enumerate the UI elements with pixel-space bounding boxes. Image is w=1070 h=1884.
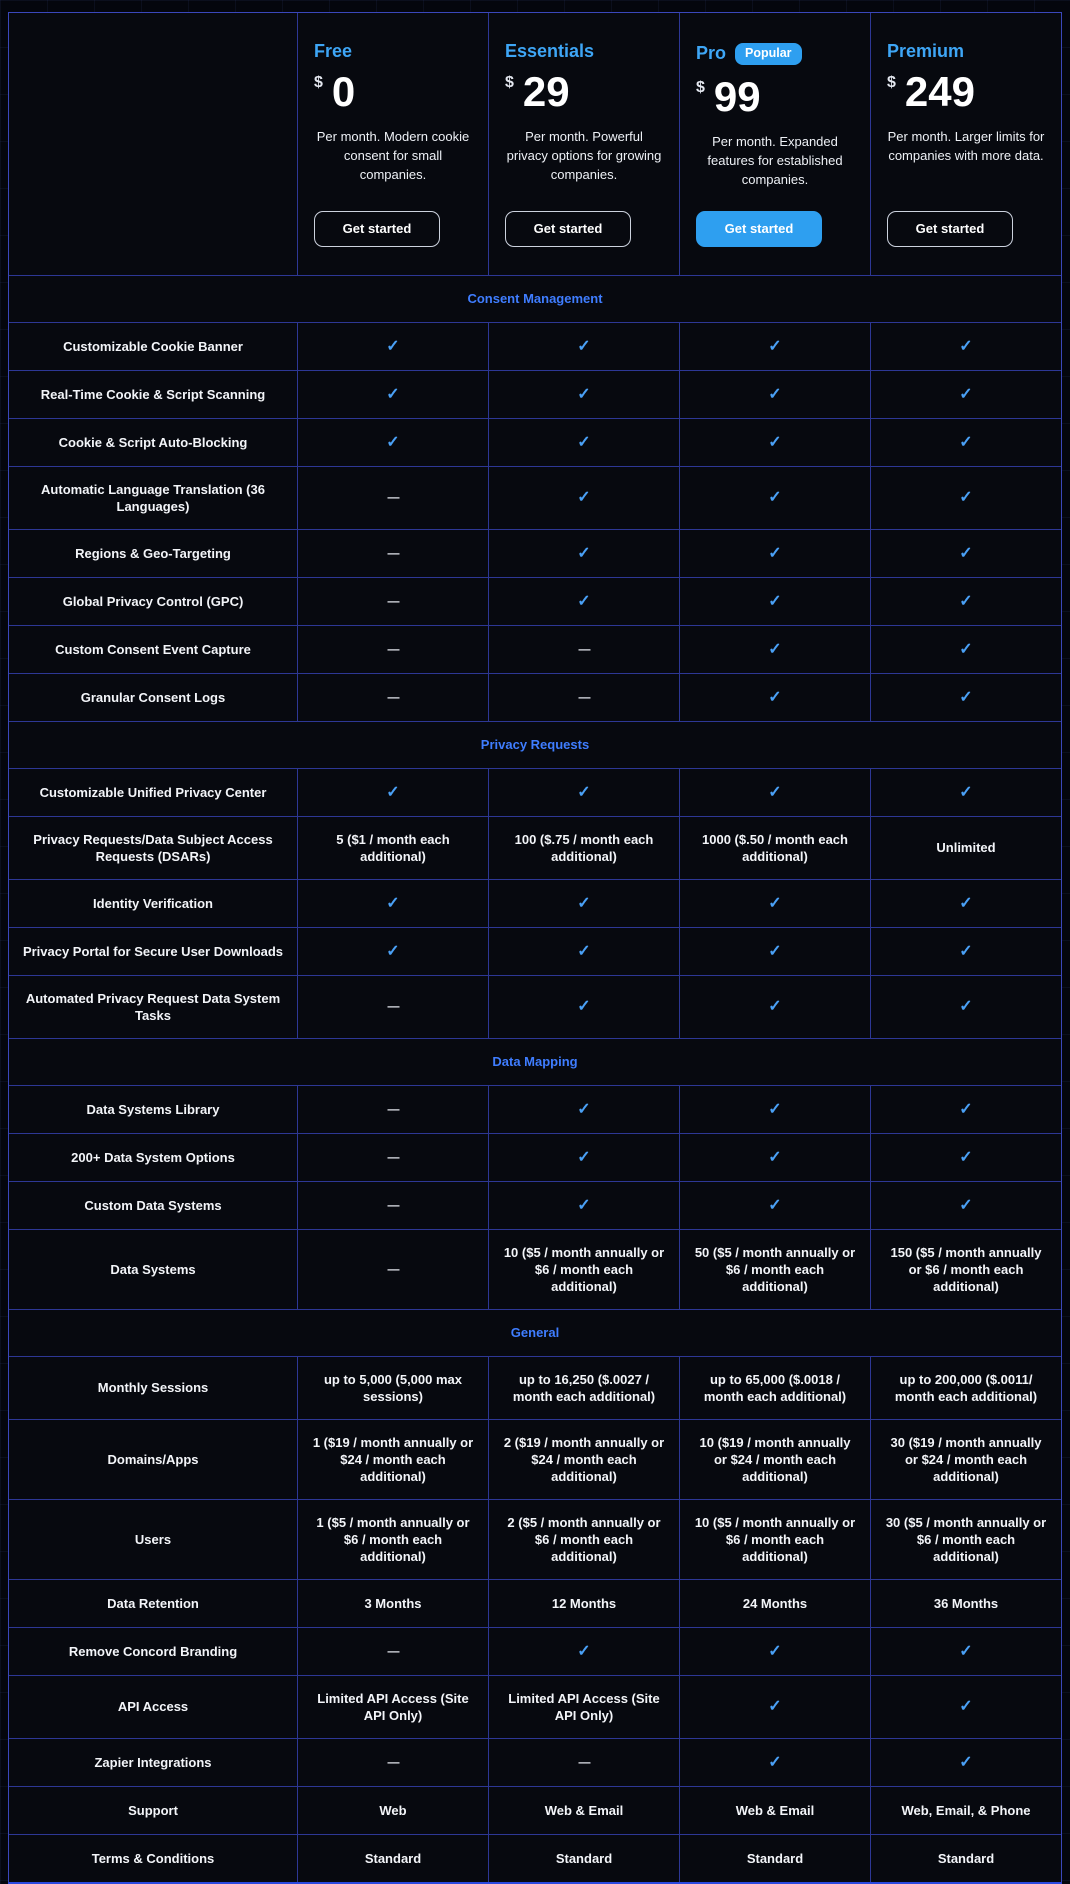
- feature-cell: [488, 467, 679, 529]
- check-icon: ✓: [959, 592, 973, 610]
- feature-value: 1000 ($.50 / month each additional): [679, 817, 870, 879]
- feature-cell: [297, 1739, 488, 1786]
- check-icon: ✓: [386, 783, 400, 801]
- plan-description: Per month. Modern cookie consent for small companies.: [316, 129, 470, 182]
- feature-value: 150 ($5 / month annually or $6 / month each additional): [870, 1230, 1061, 1309]
- feature-label: Data Systems Library: [86, 1101, 220, 1117]
- feature-row: [9, 1085, 1061, 1133]
- feature-label: Privacy Portal for Secure User Downloads: [22, 943, 284, 959]
- plan-name: Free: [314, 41, 353, 61]
- feature-label: Zapier Integrations: [94, 1754, 212, 1770]
- check-icon: ✓: [768, 1196, 782, 1214]
- section-header-row: [9, 1309, 1061, 1356]
- feature-value: Unlimited: [870, 817, 1061, 879]
- feature-cell: [488, 419, 679, 466]
- check-icon: ✓: [768, 544, 782, 562]
- check-icon: ✓: [959, 337, 973, 355]
- feature-row: [9, 1133, 1061, 1181]
- check-icon: ✓: [577, 489, 591, 507]
- dash-icon: —: [578, 689, 590, 704]
- check-icon: ✓: [577, 894, 591, 912]
- feature-cell: [488, 880, 679, 927]
- plan-price-row: [696, 72, 761, 120]
- feature-value: Web: [297, 1787, 488, 1834]
- check-icon: ✓: [386, 942, 400, 960]
- feature-value: 2 ($19 / month annually or $24 / month each additional): [488, 1420, 679, 1499]
- dash-icon: —: [387, 641, 399, 656]
- feature-cell: [870, 880, 1061, 927]
- feature-cell: [488, 530, 679, 577]
- check-icon: ✓: [768, 1100, 782, 1118]
- check-icon: ✓: [386, 433, 400, 451]
- feature-cell: [297, 1182, 488, 1229]
- section-header-row: [9, 721, 1061, 768]
- check-icon: ✓: [768, 489, 782, 507]
- feature-value: Standard: [488, 1835, 679, 1882]
- feature-cell: [297, 674, 488, 721]
- feature-cell: [297, 928, 488, 975]
- get-started-button[interactable]: Get started: [505, 211, 631, 247]
- feature-value: Web, Email, & Phone: [870, 1787, 1061, 1834]
- feature-value: 1 ($19 / month annually or $24 / month each additional): [297, 1420, 488, 1499]
- feature-value: Standard: [870, 1835, 1061, 1882]
- feature-cell: [488, 976, 679, 1038]
- check-icon: ✓: [768, 433, 782, 451]
- feature-row: [9, 768, 1061, 816]
- feature-label: Monthly Sessions: [97, 1380, 209, 1396]
- feature-row: [9, 577, 1061, 625]
- check-icon: ✓: [577, 1196, 591, 1214]
- feature-label: Automatic Language Translation (36 Languages): [41, 481, 265, 514]
- check-icon: ✓: [959, 433, 973, 451]
- check-icon: ✓: [768, 1753, 782, 1771]
- dash-icon: —: [387, 1197, 399, 1212]
- feature-cell: [679, 1739, 870, 1786]
- feature-label: Customizable Cookie Banner: [63, 338, 243, 354]
- dash-icon: —: [387, 545, 399, 560]
- dash-icon: —: [387, 1754, 399, 1769]
- check-icon: ✓: [959, 1753, 973, 1771]
- plan-card: [870, 13, 1061, 275]
- feature-cell: [488, 578, 679, 625]
- feature-row: [9, 625, 1061, 673]
- plan-title-row: [887, 43, 964, 60]
- currency-symbol: $: [314, 74, 323, 91]
- feature-cell: [870, 1086, 1061, 1133]
- section-title: Data Mapping: [492, 1054, 578, 1070]
- plan-title-row: [314, 43, 352, 60]
- get-started-button[interactable]: Get started: [696, 211, 822, 247]
- feature-cell: [488, 1086, 679, 1133]
- feature-cell: [297, 323, 488, 370]
- check-icon: ✓: [577, 385, 591, 403]
- feature-row: [9, 975, 1061, 1038]
- feature-value: Standard: [679, 1835, 870, 1882]
- check-icon: ✓: [959, 783, 973, 801]
- check-icon: ✓: [959, 1148, 973, 1166]
- feature-cell: [679, 1628, 870, 1675]
- header-spacer: [9, 13, 297, 275]
- feature-row: [9, 879, 1061, 927]
- check-icon: ✓: [577, 1148, 591, 1166]
- feature-cell: [679, 1182, 870, 1229]
- feature-value: 3 Months: [297, 1580, 488, 1627]
- feature-cell: [488, 928, 679, 975]
- feature-value: Standard: [297, 1835, 488, 1882]
- feature-cell: [488, 674, 679, 721]
- check-icon: ✓: [768, 337, 782, 355]
- check-icon: ✓: [768, 1642, 782, 1660]
- feature-label: Granular Consent Logs: [80, 689, 226, 705]
- check-icon: ✓: [768, 592, 782, 610]
- plan-price-row: [314, 70, 355, 114]
- feature-cell: [297, 1086, 488, 1133]
- check-icon: ✓: [768, 640, 782, 658]
- feature-cell: [488, 323, 679, 370]
- feature-label: Data Systems: [110, 1261, 196, 1277]
- check-icon: ✓: [959, 1642, 973, 1660]
- feature-cell: [870, 1676, 1061, 1738]
- check-icon: ✓: [577, 783, 591, 801]
- check-icon: ✓: [959, 640, 973, 658]
- feature-cell: [870, 419, 1061, 466]
- feature-cell: [870, 674, 1061, 721]
- check-icon: ✓: [577, 592, 591, 610]
- feature-cell: [870, 1739, 1061, 1786]
- feature-row: [9, 1181, 1061, 1229]
- feature-row: [9, 1229, 1061, 1309]
- feature-cell: [679, 976, 870, 1038]
- feature-cell: [488, 626, 679, 673]
- dash-icon: —: [387, 593, 399, 608]
- plan-header-row: [9, 13, 1061, 275]
- feature-cell: [870, 1628, 1061, 1675]
- feature-row: [9, 1499, 1061, 1579]
- feature-cell: [488, 1134, 679, 1181]
- feature-value: 36 Months: [870, 1580, 1061, 1627]
- check-icon: ✓: [959, 1100, 973, 1118]
- check-icon: ✓: [959, 489, 973, 507]
- plan-name: Pro: [696, 43, 727, 64]
- feature-label: Users: [134, 1531, 172, 1547]
- feature-value: 30 ($19 / month annually or $24 / month each additional): [870, 1420, 1061, 1499]
- plan-description: Per month. Powerful privacy options for growing companies.: [506, 129, 662, 182]
- plan-card: [679, 13, 870, 275]
- plan-price: 0: [331, 68, 356, 115]
- plan-name: Premium: [887, 41, 965, 61]
- feature-cell: [870, 928, 1061, 975]
- feature-cell: [679, 1676, 870, 1738]
- feature-cell: [679, 674, 870, 721]
- feature-row: [9, 1356, 1061, 1419]
- feature-row: [9, 322, 1061, 370]
- section-title: Privacy Requests: [480, 737, 590, 753]
- dash-icon: —: [387, 1149, 399, 1164]
- check-icon: ✓: [959, 998, 973, 1016]
- feature-value: Limited API Access (Site API Only): [488, 1676, 679, 1738]
- dash-icon: —: [387, 1643, 399, 1658]
- feature-value: Web & Email: [679, 1787, 870, 1834]
- feature-label: Domains/Apps: [107, 1451, 199, 1467]
- feature-label: API Access: [117, 1699, 189, 1715]
- feature-label: Customizable Unified Privacy Center: [39, 784, 267, 800]
- feature-row: [9, 1834, 1061, 1882]
- dash-icon: —: [387, 1261, 399, 1276]
- plan-price-row: [505, 70, 570, 114]
- feature-cell: [870, 467, 1061, 529]
- feature-label: Terms & Conditions: [91, 1850, 215, 1866]
- feature-row: [9, 927, 1061, 975]
- currency-symbol: $: [696, 78, 705, 96]
- check-icon: ✓: [768, 688, 782, 706]
- popular-badge: Popular: [735, 43, 802, 65]
- feature-cell: [679, 626, 870, 673]
- feature-label: Support: [128, 1802, 178, 1818]
- feature-label: Identity Verification: [93, 895, 213, 911]
- plan-price: 99: [713, 72, 761, 120]
- feature-value: up to 200,000 ($.0011/ month each additional): [870, 1357, 1061, 1419]
- feature-cell: [488, 1182, 679, 1229]
- currency-symbol: $: [505, 74, 514, 91]
- check-icon: ✓: [577, 433, 591, 451]
- feature-value: 12 Months: [488, 1580, 679, 1627]
- feature-label: Data Retention: [107, 1595, 199, 1611]
- feature-cell: [679, 880, 870, 927]
- feature-row: [9, 370, 1061, 418]
- pricing-table: [8, 12, 1062, 1884]
- feature-cell: [297, 467, 488, 529]
- check-icon: ✓: [577, 1100, 591, 1118]
- feature-cell: [297, 976, 488, 1038]
- check-icon: ✓: [959, 688, 973, 706]
- feature-cell: [870, 976, 1061, 1038]
- feature-cell: [297, 1134, 488, 1181]
- feature-label: 200+ Data System Options: [71, 1149, 235, 1165]
- feature-label: Custom Data Systems: [84, 1197, 222, 1213]
- feature-value: 5 ($1 / month each additional): [297, 817, 488, 879]
- feature-cell: [297, 371, 488, 418]
- feature-cell: [679, 371, 870, 418]
- feature-row: [9, 1627, 1061, 1675]
- feature-cell: [488, 769, 679, 816]
- check-icon: ✓: [959, 942, 973, 960]
- feature-row: [9, 1786, 1061, 1834]
- check-icon: ✓: [959, 894, 973, 912]
- feature-value: 50 ($5 / month annually or $6 / month each additional): [679, 1230, 870, 1309]
- check-icon: ✓: [768, 998, 782, 1016]
- feature-cell: [679, 1134, 870, 1181]
- feature-cell: [297, 626, 488, 673]
- plan-price: 249: [904, 68, 975, 115]
- feature-label: Cookie & Script Auto-Blocking: [58, 434, 248, 450]
- feature-label: Privacy Requests/Data Subject Access Requests (DSARs): [33, 831, 273, 864]
- check-icon: ✓: [577, 942, 591, 960]
- feature-value: 10 ($5 / month annually or $6 / month each additional): [488, 1230, 679, 1309]
- section-header-row: [9, 275, 1061, 322]
- feature-value: 10 ($5 / month annually or $6 / month each additional): [679, 1500, 870, 1579]
- dash-icon: —: [578, 641, 590, 656]
- plan-card: [488, 13, 679, 275]
- dash-icon: —: [387, 999, 399, 1014]
- check-icon: ✓: [768, 1698, 782, 1716]
- plan-price-row: [887, 70, 975, 114]
- dash-icon: —: [387, 490, 399, 505]
- feature-cell: [870, 578, 1061, 625]
- feature-value: 24 Months: [679, 1580, 870, 1627]
- feature-row: [9, 1738, 1061, 1786]
- plan-title-row: [505, 43, 594, 60]
- check-icon: ✓: [386, 385, 400, 403]
- check-icon: ✓: [577, 337, 591, 355]
- check-icon: ✓: [768, 385, 782, 403]
- check-icon: ✓: [768, 1148, 782, 1166]
- feature-cell: [297, 880, 488, 927]
- feature-cell: [870, 1134, 1061, 1181]
- feature-cell: [679, 578, 870, 625]
- section-title: General: [510, 1325, 560, 1341]
- check-icon: ✓: [768, 942, 782, 960]
- feature-cell: [679, 769, 870, 816]
- dash-icon: —: [387, 1101, 399, 1116]
- get-started-button[interactable]: Get started: [887, 211, 1013, 247]
- feature-label: Automated Privacy Request Data System Tasks: [25, 990, 281, 1023]
- feature-label: Custom Consent Event Capture: [55, 641, 251, 657]
- check-icon: ✓: [768, 894, 782, 912]
- feature-cell: [679, 419, 870, 466]
- feature-cell: [870, 1182, 1061, 1229]
- feature-row: [9, 1419, 1061, 1499]
- section-title: Consent Management: [467, 291, 603, 307]
- check-icon: ✓: [386, 894, 400, 912]
- feature-row: [9, 673, 1061, 721]
- feature-cell: [488, 371, 679, 418]
- feature-cell: [870, 323, 1061, 370]
- feature-row: [9, 1579, 1061, 1627]
- feature-cell: [297, 419, 488, 466]
- feature-cell: [297, 578, 488, 625]
- check-icon: ✓: [577, 998, 591, 1016]
- check-icon: ✓: [577, 1642, 591, 1660]
- plan-price: 29: [522, 68, 570, 115]
- check-icon: ✓: [959, 544, 973, 562]
- feature-value: 30 ($5 / month annually or $6 / month each additional): [870, 1500, 1061, 1579]
- feature-cell: [679, 323, 870, 370]
- feature-value: 2 ($5 / month annually or $6 / month each additional): [488, 1500, 679, 1579]
- check-icon: ✓: [386, 337, 400, 355]
- feature-cell: [297, 1230, 488, 1309]
- check-icon: ✓: [768, 783, 782, 801]
- dash-icon: —: [578, 1754, 590, 1769]
- feature-value: up to 5,000 (5,000 max sessions): [297, 1357, 488, 1419]
- check-icon: ✓: [577, 544, 591, 562]
- plan-title-row: [696, 43, 802, 65]
- feature-cell: [679, 928, 870, 975]
- feature-row: [9, 1675, 1061, 1738]
- feature-label: Global Privacy Control (GPC): [62, 593, 244, 609]
- feature-cell: [870, 530, 1061, 577]
- feature-value: 1 ($5 / month annually or $6 / month each additional): [297, 1500, 488, 1579]
- dash-icon: —: [387, 689, 399, 704]
- feature-value: up to 16,250 ($.0027 / month each additional): [488, 1357, 679, 1419]
- feature-cell: [870, 626, 1061, 673]
- feature-cell: [297, 1628, 488, 1675]
- feature-cell: [488, 1628, 679, 1675]
- feature-cell: [679, 530, 870, 577]
- feature-cell: [297, 530, 488, 577]
- feature-cell: [679, 1086, 870, 1133]
- feature-row: [9, 529, 1061, 577]
- feature-cell: [488, 1739, 679, 1786]
- feature-row: [9, 418, 1061, 466]
- feature-label: Regions & Geo-Targeting: [75, 545, 231, 561]
- feature-value: Limited API Access (Site API Only): [297, 1676, 488, 1738]
- feature-cell: [870, 769, 1061, 816]
- feature-value: Web & Email: [488, 1787, 679, 1834]
- feature-label: Remove Concord Branding: [68, 1643, 238, 1659]
- get-started-button[interactable]: Get started: [314, 211, 440, 247]
- feature-value: up to 65,000 ($.0018 / month each additional): [679, 1357, 870, 1419]
- feature-value: 100 ($.75 / month each additional): [488, 817, 679, 879]
- plan-name: Essentials: [505, 41, 595, 61]
- feature-row: [9, 466, 1061, 529]
- feature-row: [9, 816, 1061, 879]
- feature-label: Real-Time Cookie & Script Scanning: [40, 386, 266, 402]
- plan-description: Per month. Expanded features for established companies.: [707, 133, 843, 187]
- feature-cell: [870, 371, 1061, 418]
- plan-card: [297, 13, 488, 275]
- feature-cell: [297, 769, 488, 816]
- check-icon: ✓: [959, 1196, 973, 1214]
- feature-value: 10 ($19 / month annually or $24 / month each additional): [679, 1420, 870, 1499]
- check-icon: ✓: [959, 1698, 973, 1716]
- section-header-row: [9, 1038, 1061, 1085]
- currency-symbol: $: [887, 74, 896, 91]
- feature-cell: [679, 467, 870, 529]
- check-icon: ✓: [959, 385, 973, 403]
- plan-description: Per month. Larger limits for companies with more data.: [887, 129, 1045, 163]
